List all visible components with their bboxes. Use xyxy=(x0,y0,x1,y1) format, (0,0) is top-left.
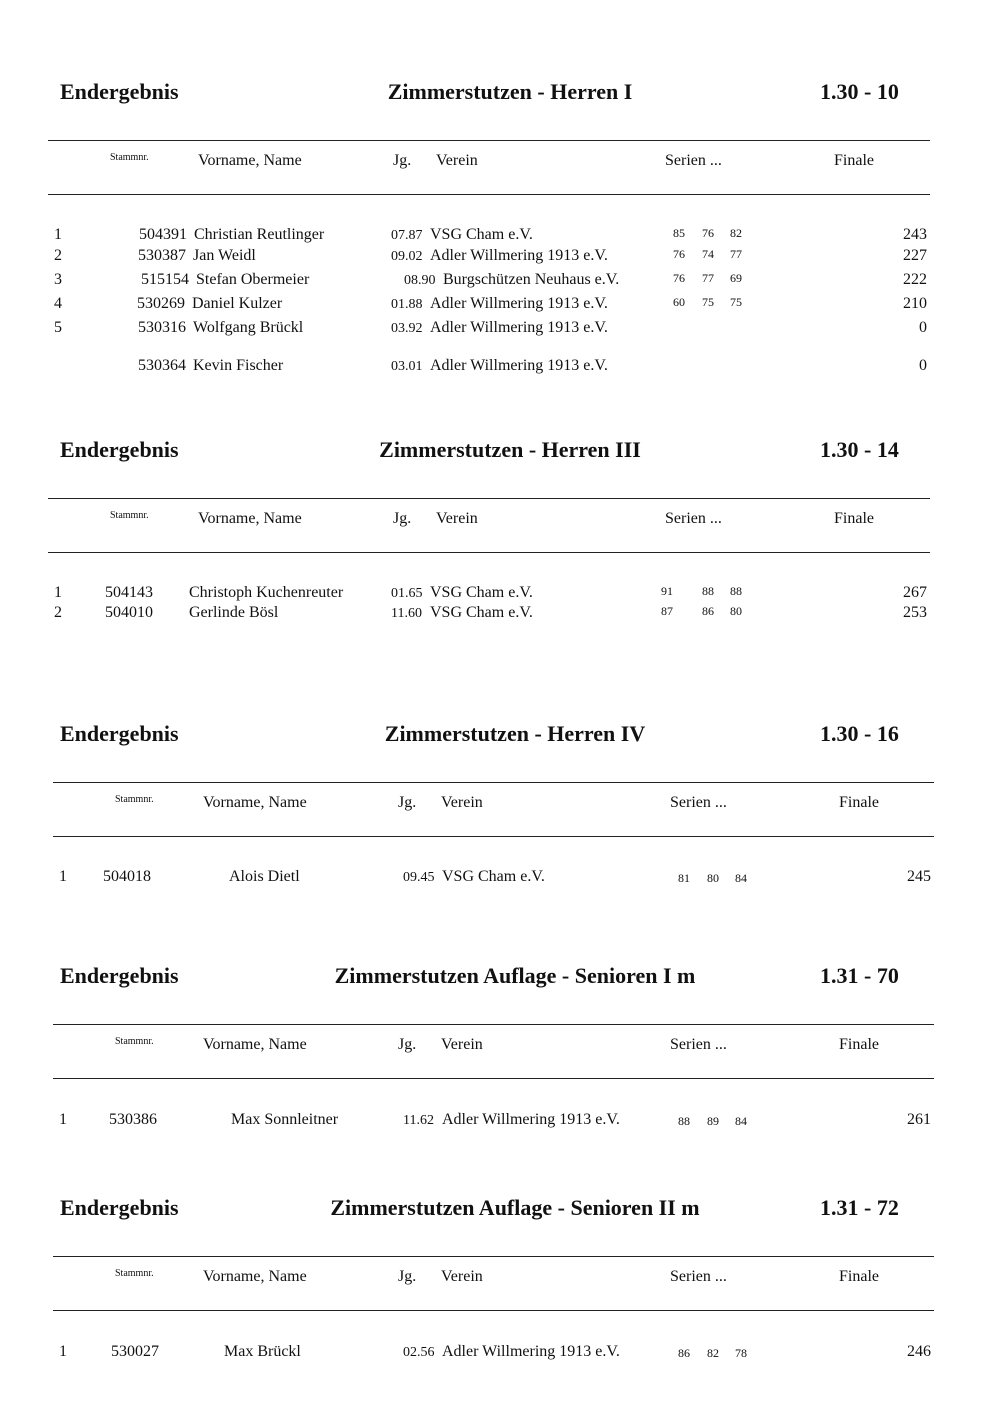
col-stammnr: Stammnr. xyxy=(115,794,154,805)
final-score: 246 xyxy=(907,1343,931,1360)
athlete-name: Max Sonnleitner xyxy=(231,1111,339,1128)
divider xyxy=(53,836,934,837)
section-label: Endergebnis xyxy=(60,963,179,988)
birth-date: 03.92 xyxy=(391,321,423,336)
athlete-name: Alois Dietl xyxy=(229,868,300,885)
stammnr: 530269 xyxy=(137,295,185,312)
col-stammnr: Stammnr. xyxy=(110,152,149,163)
birth-date: 11.62 xyxy=(403,1113,434,1128)
birth-date: 09.45 xyxy=(403,870,435,885)
col-stammnr: Stammnr. xyxy=(110,510,149,521)
final-score: 261 xyxy=(907,1111,931,1128)
series-1: 88 xyxy=(678,1114,690,1128)
final-score: 210 xyxy=(903,295,927,312)
athlete-name: Max Brückl xyxy=(224,1343,301,1360)
series-2: 77 xyxy=(702,271,714,285)
col-stammnr: Stammnr. xyxy=(115,1036,154,1047)
stammnr: 530387 xyxy=(138,247,186,264)
series-1: 91 xyxy=(661,584,673,598)
col-jg: Jg. xyxy=(393,152,412,169)
birth-date: 02.56 xyxy=(403,1345,435,1360)
col-finale: Finale xyxy=(839,794,879,811)
section-code: 1.30 - 10 xyxy=(820,79,899,104)
stammnr: 530364 xyxy=(138,357,186,374)
series-2: 74 xyxy=(702,247,714,261)
final-score: 267 xyxy=(903,584,927,601)
section-title: Zimmerstutzen - Herren IV xyxy=(384,721,646,746)
col-name: Vorname, Name xyxy=(198,152,302,169)
section-title: Zimmerstutzen - Herren I xyxy=(387,79,633,104)
series-3: 84 xyxy=(735,1114,747,1128)
club: VSG Cham e.V. xyxy=(430,226,533,243)
col-jg: Jg. xyxy=(398,1268,417,1285)
club: Adler Willmering 1913 e.V. xyxy=(442,1343,620,1360)
series-3: 84 xyxy=(735,871,747,885)
athlete-name: Gerlinde Bösl xyxy=(189,604,279,621)
final-score: 245 xyxy=(907,868,931,885)
section-label: Endergebnis xyxy=(60,79,179,104)
series-2: 88 xyxy=(702,584,714,598)
series-3: 75 xyxy=(730,295,742,309)
section-code: 1.31 - 72 xyxy=(820,1195,899,1220)
rank: 1 xyxy=(54,226,62,243)
col-finale: Finale xyxy=(834,152,874,169)
section-label: Endergebnis xyxy=(60,437,179,462)
series-2: 75 xyxy=(702,295,714,309)
final-score: 243 xyxy=(903,226,927,243)
col-name: Vorname, Name xyxy=(203,794,307,811)
divider xyxy=(48,498,930,499)
divider xyxy=(48,194,930,195)
col-verein: Verein xyxy=(436,510,478,527)
col-verein: Verein xyxy=(441,1268,483,1285)
series-1: 87 xyxy=(661,604,673,618)
athlete-name: Kevin Fischer xyxy=(193,357,284,374)
section-code: 1.31 - 70 xyxy=(820,963,899,988)
birth-date: 08.90 xyxy=(404,273,436,288)
athlete-name: Christoph Kuchenreuter xyxy=(189,584,344,601)
col-verein: Verein xyxy=(441,1036,483,1053)
section-label: Endergebnis xyxy=(60,1195,179,1220)
stammnr: 530027 xyxy=(111,1343,159,1360)
stammnr: 504010 xyxy=(105,604,153,621)
stammnr: 504018 xyxy=(103,868,151,885)
stammnr: 504143 xyxy=(105,584,153,601)
series-2: 89 xyxy=(707,1114,719,1128)
birth-date: 01.65 xyxy=(391,586,423,601)
col-name: Vorname, Name xyxy=(198,510,302,527)
rank: 2 xyxy=(54,247,62,264)
col-stammnr: Stammnr. xyxy=(115,1268,154,1279)
final-score: 253 xyxy=(903,604,927,621)
series-2: 80 xyxy=(707,871,719,885)
rank: 1 xyxy=(59,1343,67,1360)
athlete-name: Christian Reutlinger xyxy=(194,226,325,243)
series-3: 78 xyxy=(735,1346,747,1360)
birth-date: 09.02 xyxy=(391,249,423,264)
series-3: 88 xyxy=(730,584,742,598)
series-3: 80 xyxy=(730,604,742,618)
birth-date: 07.87 xyxy=(391,228,423,243)
series-3: 69 xyxy=(730,271,742,285)
col-verein: Verein xyxy=(436,152,478,169)
club: Adler Willmering 1913 e.V. xyxy=(430,357,608,374)
series-1: 76 xyxy=(673,271,685,285)
section-title: Zimmerstutzen - Herren III xyxy=(379,437,641,462)
divider xyxy=(48,552,930,553)
club: Adler Willmering 1913 e.V. xyxy=(442,1111,620,1128)
divider xyxy=(53,1078,934,1079)
series-3: 82 xyxy=(730,226,742,240)
series-1: 60 xyxy=(673,295,685,309)
rank: 2 xyxy=(54,604,62,621)
stammnr: 504391 xyxy=(139,226,187,243)
final-score: 222 xyxy=(903,271,927,288)
col-serien: Serien ... xyxy=(670,794,727,811)
rank: 5 xyxy=(54,319,62,336)
final-score: 227 xyxy=(903,247,927,264)
club: Adler Willmering 1913 e.V. xyxy=(430,247,608,264)
stammnr: 530386 xyxy=(109,1111,157,1128)
rank: 1 xyxy=(59,1111,67,1128)
col-name: Vorname, Name xyxy=(203,1036,307,1053)
series-2: 82 xyxy=(707,1346,719,1360)
col-serien: Serien ... xyxy=(665,152,722,169)
col-jg: Jg. xyxy=(398,1036,417,1053)
athlete-name: Stefan Obermeier xyxy=(196,271,310,288)
col-finale: Finale xyxy=(839,1268,879,1285)
section-code: 1.30 - 14 xyxy=(820,437,899,462)
final-score: 0 xyxy=(919,319,927,336)
rank: 3 xyxy=(54,271,62,288)
birth-date: 03.01 xyxy=(391,359,423,374)
col-serien: Serien ... xyxy=(670,1036,727,1053)
section-title: Zimmerstutzen Auflage - Senioren I m xyxy=(334,963,696,988)
athlete-name: Wolfgang Brückl xyxy=(193,319,304,336)
series-1: 76 xyxy=(673,247,685,261)
stammnr: 515154 xyxy=(141,271,189,288)
divider xyxy=(53,782,934,783)
col-serien: Serien ... xyxy=(665,510,722,527)
series-1: 85 xyxy=(673,226,685,240)
divider xyxy=(48,140,930,141)
club: Adler Willmering 1913 e.V. xyxy=(430,295,608,312)
col-finale: Finale xyxy=(834,510,874,527)
section-title: Zimmerstutzen Auflage - Senioren II m xyxy=(330,1195,700,1220)
divider xyxy=(53,1024,934,1025)
series-1: 86 xyxy=(678,1346,690,1360)
col-jg: Jg. xyxy=(393,510,412,527)
col-jg: Jg. xyxy=(398,794,417,811)
section-code: 1.30 - 16 xyxy=(820,721,899,746)
divider xyxy=(53,1256,934,1257)
col-verein: Verein xyxy=(441,794,483,811)
club: Burgschützen Neuhaus e.V. xyxy=(443,271,620,288)
club: Adler Willmering 1913 e.V. xyxy=(430,319,608,336)
athlete-name: Jan Weidl xyxy=(193,247,256,264)
divider xyxy=(53,1310,934,1311)
rank: 4 xyxy=(54,295,62,312)
series-1: 81 xyxy=(678,871,690,885)
rank: 1 xyxy=(59,868,67,885)
series-3: 77 xyxy=(730,247,742,261)
athlete-name: Daniel Kulzer xyxy=(192,295,283,312)
series-2: 86 xyxy=(702,604,714,618)
section-label: Endergebnis xyxy=(60,721,179,746)
club: VSG Cham e.V. xyxy=(430,604,533,621)
col-serien: Serien ... xyxy=(670,1268,727,1285)
birth-date: 11.60 xyxy=(391,606,422,621)
final-score: 0 xyxy=(919,357,927,374)
rank: 1 xyxy=(54,584,62,601)
col-finale: Finale xyxy=(839,1036,879,1053)
club: VSG Cham e.V. xyxy=(442,868,545,885)
col-name: Vorname, Name xyxy=(203,1268,307,1285)
club: VSG Cham e.V. xyxy=(430,584,533,601)
birth-date: 01.88 xyxy=(391,297,423,312)
series-2: 76 xyxy=(702,226,714,240)
stammnr: 530316 xyxy=(138,319,186,336)
